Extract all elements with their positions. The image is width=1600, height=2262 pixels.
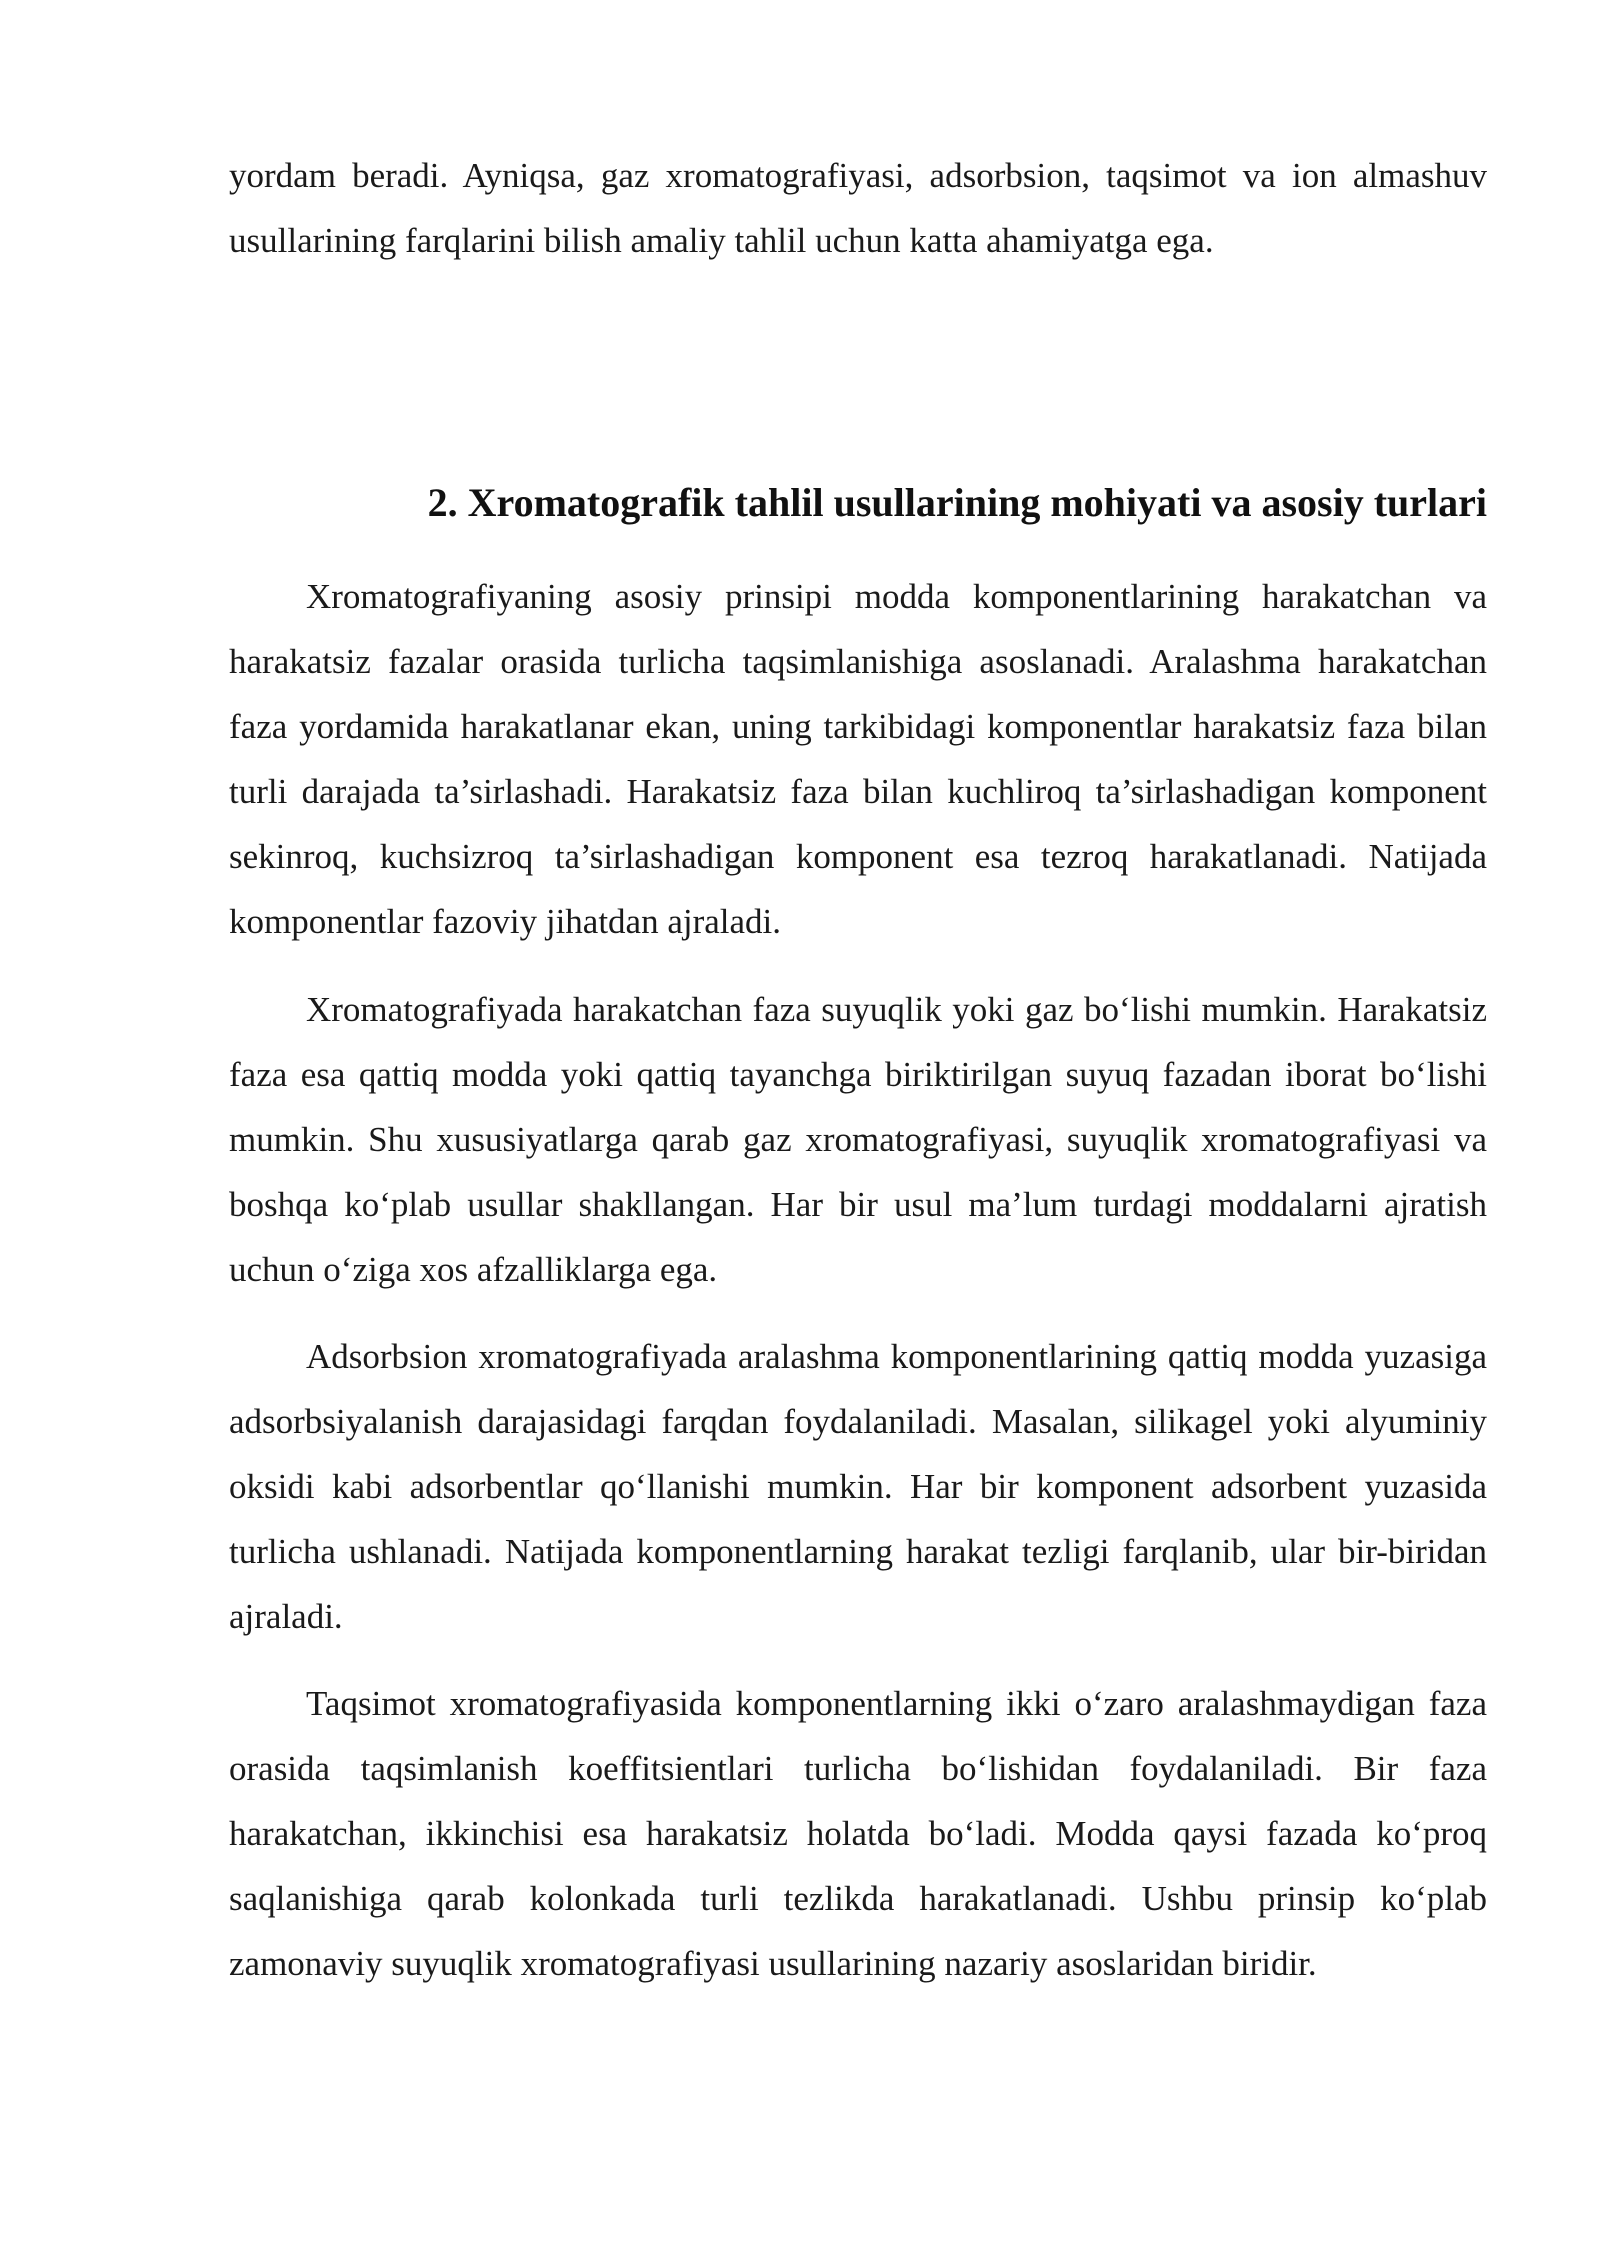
- section-heading: 2. Xromatografik tahlil usullarining mohiyati va asosiy turlari: [427, 480, 1487, 525]
- body-paragraph-2: Xromatografiyada harakatchan faza suyuqlik yoki gaz bo‘lishi mumkin. Harakatsiz faza esa qattiq modda yoki qattiq tayanchga biriktirilgan suyuq fazadan iborat bo‘lishi mumkin. Shu xususiyatlarga qarab gaz xromatografiyasi, suyuqlik xromatografiyasi va boshqa ko‘plab usullar shakllangan. Har bir usul ma’lum turdagi moddalarni ajratish uchun o‘ziga xos afzalliklarga ega.: [229, 990, 1487, 1289]
- body-paragraph-3: Adsorbsion xromatografiyada aralashma komponentlarining qattiq modda yuzasiga adsorbsiyalanish darajasidagi farqdan foydalaniladi. Masalan, silikagel yoki alyuminiy oksidi kabi adsorbentlar qo‘llanishi mumkin. Har bir komponent adsorbent yuzasida turlicha ushlanadi. Natijada komponentlarning harakat tezligi farqlanib, ular bir-biridan ajraladi.: [229, 1337, 1487, 1636]
- body-paragraph-1: Xromatografiyaning asosiy prinsipi modda komponentlarining harakatchan va harakatsiz fazalar orasida turlicha taqsimlanishiga asoslanadi. Aralashma harakatchan faza yordamida harakatlanar ekan, uning tarkibidagi komponentlar harakatsiz faza bilan turli darajada ta’sirlashadi. Harakatsiz faza bilan kuchliroq ta’sirlashadigan komponent sekinroq, kuchsizroq ta’sirlashadigan komponent esa tezroq harakatlanadi. Natijada komponentlar fazoviy jihatdan ajraladi.: [229, 577, 1487, 941]
- body-paragraph-4: Taqsimot xromatografiyasida komponentlarning ikki o‘zaro aralashmaydigan faza orasida taqsimlanish koeffitsientlari turlicha bo‘lishidan foydalaniladi. Bir faza harakatchan, ikkinchisi esa harakatsiz holatda bo‘ladi. Modda qaysi fazada ko‘proq saqlanishiga qarab kolonkada turli tezlikda harakatlanadi. Ushbu prinsip ko‘plab zamonaviy suyuqlik xromatografiyasi usullarining nazariy asoslaridan biridir.: [229, 1684, 1487, 1983]
- lead-paragraph: yordam beradi. Ayniqsa, gaz xromatografiyasi, adsorbsion, taqsimot va ion almashuv usullarining farqlarini bilish amaliy tahlil uchun katta ahamiyatga ega.: [229, 156, 1487, 260]
